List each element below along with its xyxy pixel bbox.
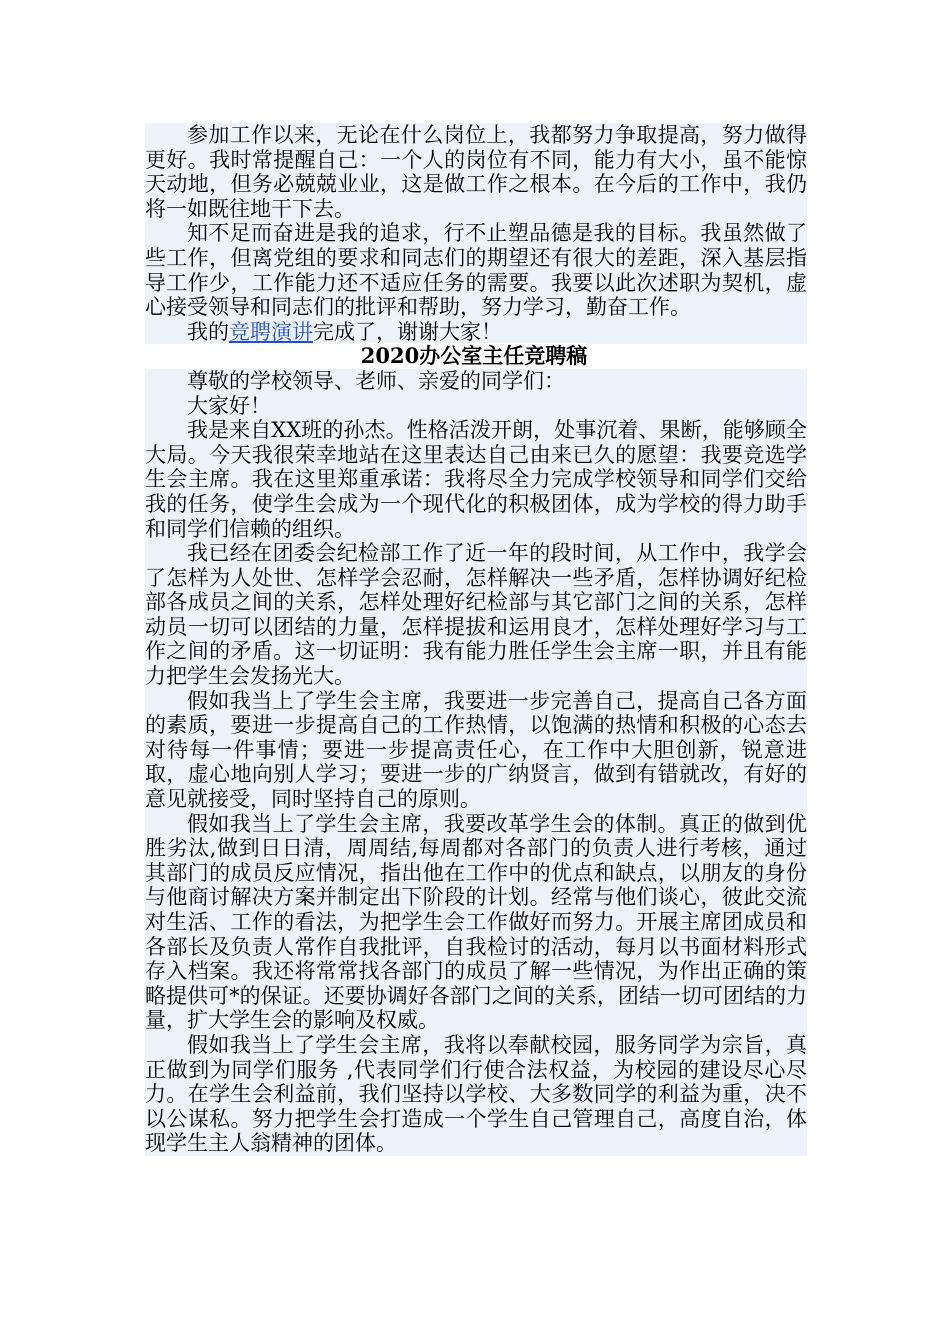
paragraph-6: 假如我当上了学生会主席，我要改革学生会的体制。真正的做到优胜劣汰,做到日日清，周周结,每周都对各部门的负责人进行考核，通过其部门的成员反应情况，指出他在工作中的优点和缺点，以朋友的身份与他商讨解决方案并制定出下阶段的计划。经常与他们谈心，彼此交流对生活、工作的看法，为把学生会工作做好而努力。开展主席团成员和各部长及负责人常作自我批评，自我检讨的活动，每月以书面材料形式存入档案。我还将常常找各部门的成员了解一些情况，为作出正确的策略提供可*的保证。还要协调好各部门之间的关系，团结一切可团结的力量，扩大学生会的影响及权威。: [145, 811, 807, 1033]
title-text: 2020办公室主任竞聘稿: [360, 343, 588, 369]
closing-prefix: 我的: [187, 319, 229, 344]
paragraph-2: 知不足而奋进是我的追求，行不止塑品德是我的目标。我虽然做了些工作，但离党组的要求和同志们的期望还有很大的差距，深入基层指导工作少，工作能力还不适应任务的需要。我要以此次述职为契机，虚心接受领导和同志们的批评和帮助，努力学习，勤奋工作。: [145, 221, 807, 320]
paragraph-3: 我是来自XX班的孙杰。性格活泼开朗，处事沉着、果断，能够顾全大局。今天我很荣幸地站在这里表达自己由来已久的愿望：我要竞选学生会主席。我在这里郑重承诺：我将尽全力完成学校领导和同学们交给我的任务，使学生会成为一个现代化的积极团体，成为学校的得力助手和同学们信赖的组织。: [145, 418, 807, 541]
document-title: [0, 344, 948, 369]
paragraph-4: 我已经在团委会纪检部工作了近一年的段时间，从工作中，我学会了怎样为人处世、怎样学会忍耐，怎样解决一些矛盾，怎样协调好纪检部各成员之间的关系，怎样处理好纪检部与其它部门之间的关系，怎样动员一切可以团结的力量，怎样提拔和运用良才，怎样处理好学习与工作之间的矛盾。这一切证明：我有能力胜任学生会主席一职，并且有能力把学生会发扬光大。: [145, 541, 807, 689]
salutation: 尊敬的学校领导、老师、亲爱的同学们：: [187, 368, 565, 393]
speech-link[interactable]: 竞聘演讲: [229, 319, 313, 344]
paragraph-5: 假如我当上了学生会主席，我要进一步完善自己，提高自己各方面的素质，要进一步提高自己的工作热情，以饱满的热情和积极的心态去对待每一件事情；要进一步提高责任心，在工作中大胆创新，锐意进取，虚心地向别人学习；要进一步的广纳贤言，做到有错就改，有好的意见就接受，同时坚持自己的原则。: [145, 688, 807, 812]
paragraph-1: 参加工作以来，无论在什么岗位上，我都努力争取提高，努力做得更好。我时常提醒自己：一个人的岗位有不同，能力有大小，虽不能惊天动地，但务必兢兢业业，这是做工作之根本。在今后的工作中，我仍将一如既往地干下去。: [145, 123, 807, 221]
paragraph-7: 假如我当上了学生会主席，我将以奉献校园，服务同学为宗旨，真正做到为同学们服务 ,代表同学们行使合法权益，为校园的建设尽心尽力。在学生会利益前，我们坚持以学校、大多数同学的利益为重，决不以公谋私。努力把学生会打造成一个学生自己管理自己，高度自治，体现学生主人翁精神的团体。: [145, 1032, 807, 1156]
greeting: 大家好！: [187, 393, 271, 418]
closing-line: [145, 320, 807, 345]
document-body: [145, 123, 807, 1156]
closing-suffix: 完成了，谢谢大家！: [313, 319, 502, 344]
